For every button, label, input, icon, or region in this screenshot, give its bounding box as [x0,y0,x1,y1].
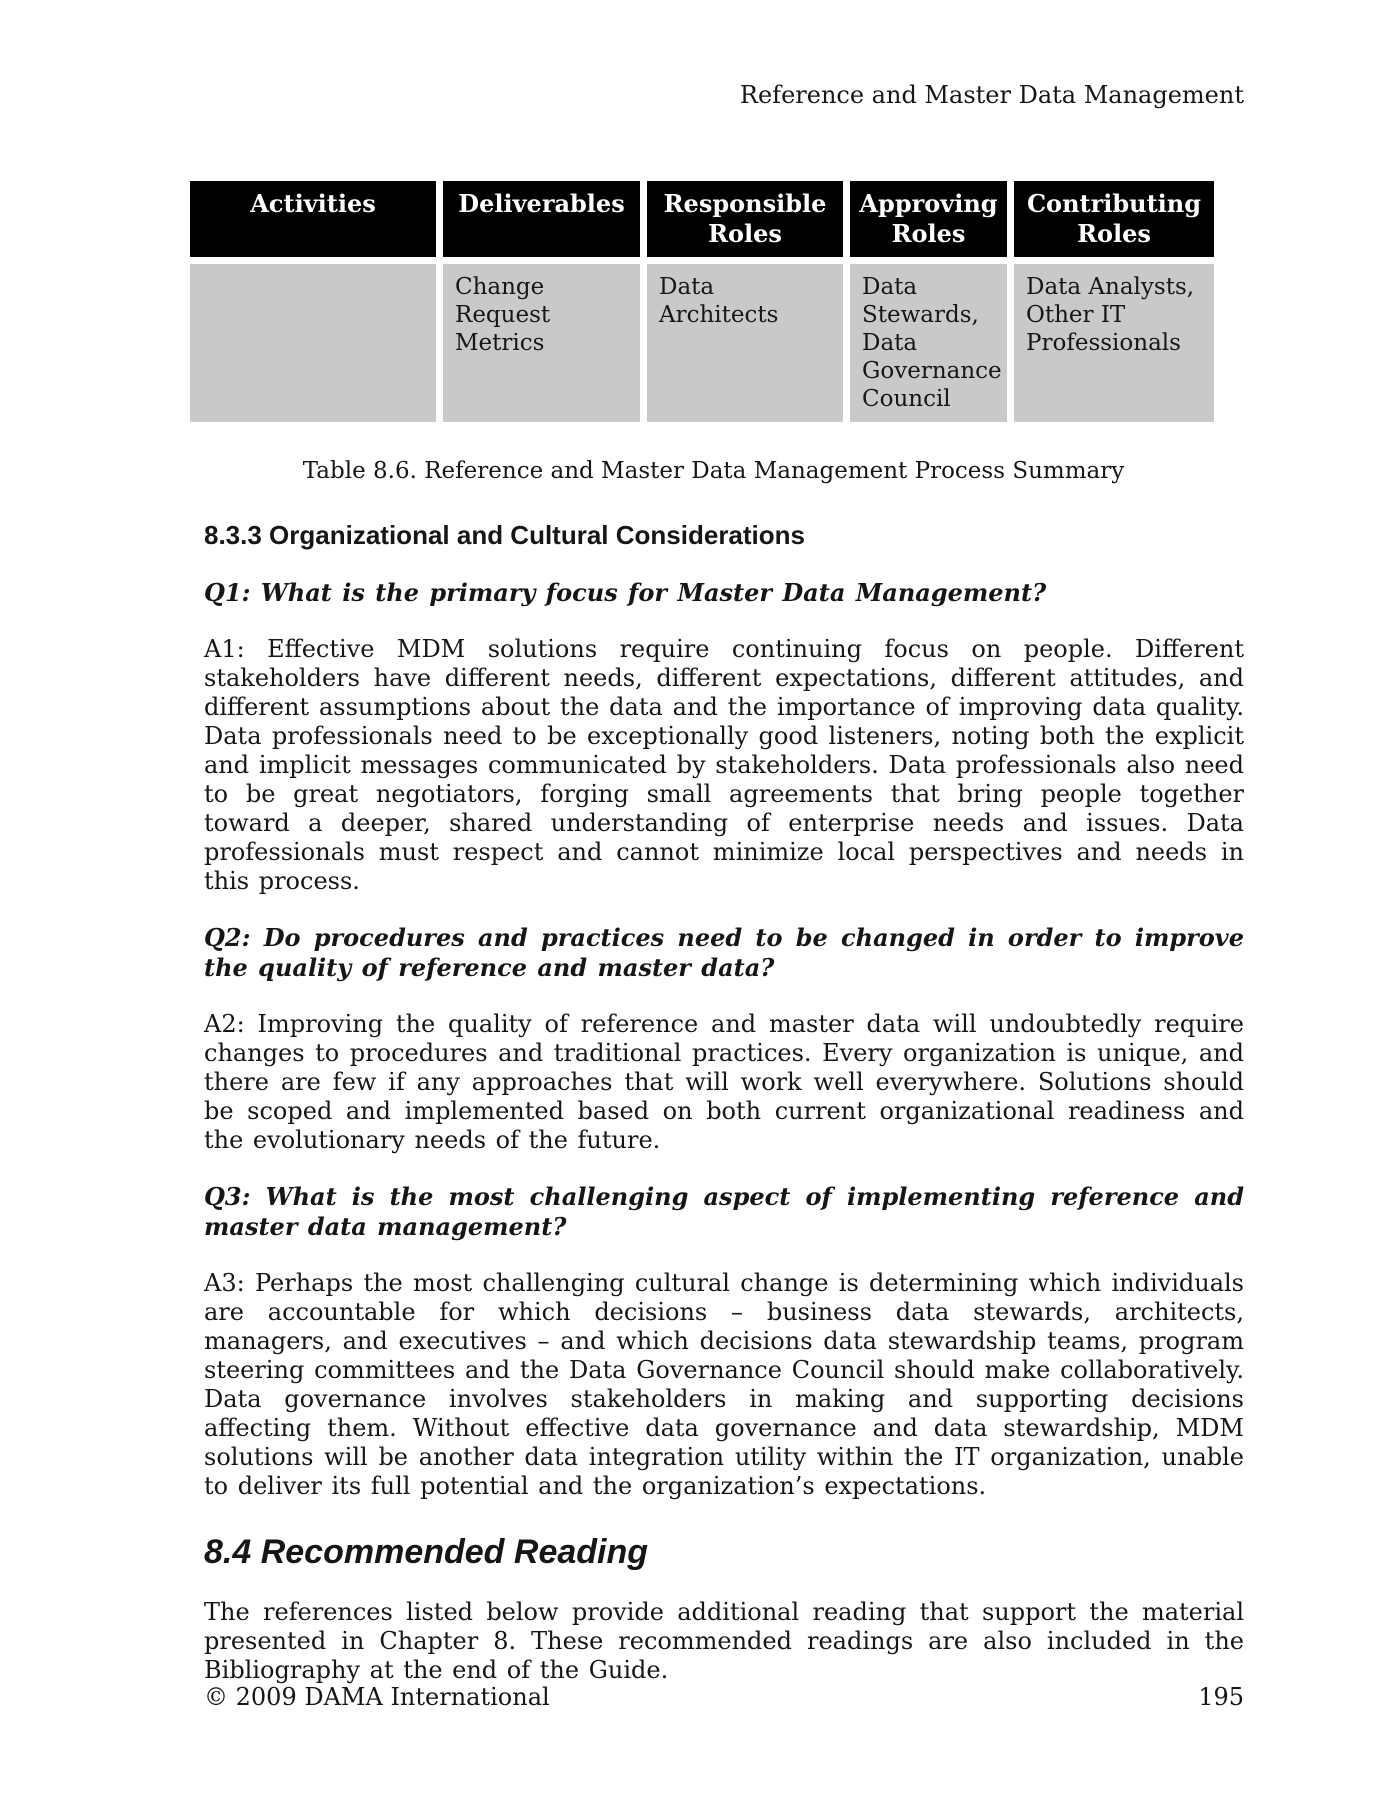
cell-contributing-roles: Data Analysts, Other IT Professionals [1014,264,1214,422]
page-content [183,181,1244,1685]
table-header-row [190,181,1214,257]
page-footer [204,1682,1244,1712]
table-row [190,264,1214,422]
cell-approving-roles: Data Stewards, Data Governance Council [850,264,1007,422]
column-header-responsible-roles: Responsible Roles [647,181,843,257]
cell-activities [190,264,436,422]
copyright-notice: © 2009 DAMA International [204,1683,550,1711]
process-summary-table [183,174,1221,429]
column-header-contributing-roles: Contributing Roles [1014,181,1214,257]
question-3: Q3: What is the most challenging aspect of implementing reference and master data management? [204,1182,1244,1241]
table-caption: Table 8.6. Reference and Master Data Management Process Summary [302,458,1125,484]
column-header-approving-roles: Approving Roles [850,181,1007,257]
recommended-reading-intro: The references listed below provide additional reading that support the material presented in Chapter 8. These recommended readings are also included in the Bibliography at the end of the Guide. [204,1598,1244,1684]
section-heading-833: 8.3.3 Organizational and Cultural Considerations [204,520,805,550]
question-1: Q1: What is the primary focus for Master Data Management? [204,578,1047,607]
page-number: 195 [1198,1683,1244,1711]
cell-responsible-roles: Data Architects [647,264,843,422]
answer-1: A1: Effective MDM solutions require continuing focus on people. Different stakeholders have different needs, different expectations, different attitudes, and different assumptions about the data and the importance of improving data quality. Data professionals need to be exceptionally good listeners, noting both the explicit and implicit messages communicated by stakeholders. Data professionals also need to be great negotiators, forging small agreements that bring people together toward a deeper, shared understanding of enterprise needs and issues. Data professionals must respect and cannot minimize local perspectives and needs in this process. [204,635,1244,895]
running-header: Reference and Master Data Management [739,81,1244,109]
answer-2: A2: Improving the quality of reference and master data will undoubtedly require changes to procedures and traditional practices. Every organization is unique, and there are few if any approaches that will work well everywhere. Solutions should be scoped and implemented based on both current organizational readiness and the evolutionary needs of the future. [204,1010,1244,1154]
section-heading-84: 8.4 Recommended Reading [204,1533,649,1571]
body-text-block [204,519,1244,1685]
column-header-activities: Activities [190,181,436,257]
question-2: Q2: Do procedures and practices need to be changed in order to improve the quality of reference and master data? [204,923,1244,982]
column-header-deliverables: Deliverables [443,181,640,257]
answer-3: A3: Perhaps the most challenging cultural change is determining which individuals are accountable for which decisions – business data stewards, architects, managers, and executives – and which decisions data stewardship teams, program steering committees and the Data Governance Council should make collaboratively. Data governance involves stakeholders in making and supporting decisions affecting them. Without effective data governance and data stewardship, MDM solutions will be another data integration utility within the IT organization, unable to deliver its full potential and the organization’s expectations. [204,1269,1244,1500]
cell-deliverables: Change Request Metrics [443,264,640,422]
